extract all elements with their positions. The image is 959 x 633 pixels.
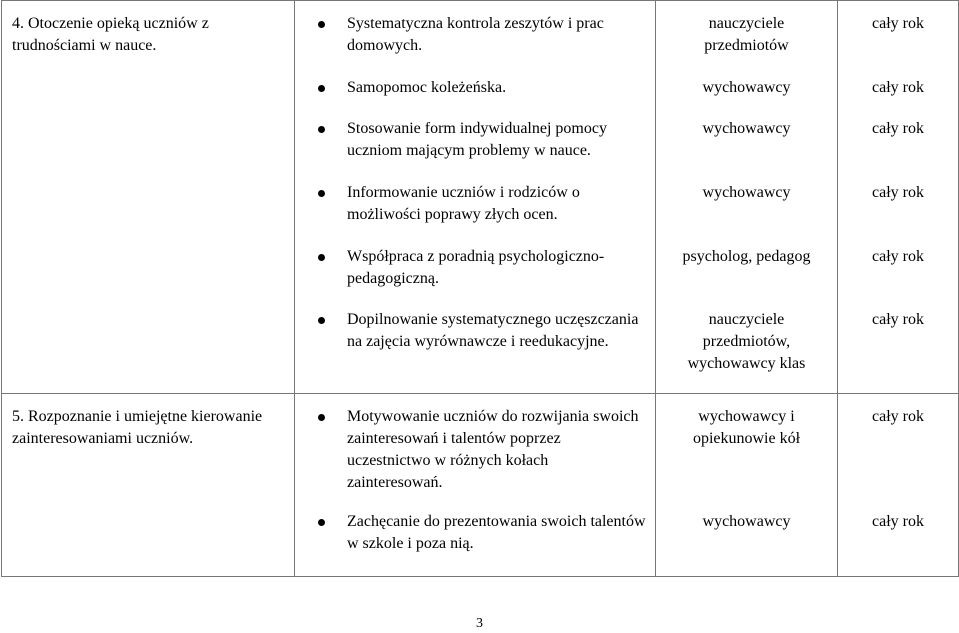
term-text: cały rok [872,15,924,32]
term-text: cały rok [872,513,924,530]
term-text: cały rok [872,408,924,425]
term-text: cały rok [872,248,924,265]
responsible-list [656,13,837,375]
table-row [2,394,959,577]
term-list [838,406,958,555]
bullet-icon [318,414,325,421]
goal-cell [2,1,295,394]
tasks-cell [295,1,656,394]
term-text: cały rok [872,120,924,137]
who-cell [656,394,838,577]
responsible-text: nauczyciele przedmiotów [704,15,789,54]
goal-cell [2,394,295,577]
bullet-icon [318,519,325,526]
responsible-text: wychowawcy i opiekunowie kół [692,408,801,447]
list-item [295,406,655,494]
responsible-text: wychowawcy [702,513,791,530]
table-row [2,1,959,394]
responsible-text: psycholog, pedagog [682,248,811,265]
term-text: cały rok [872,184,924,201]
bullet-icon [318,254,325,261]
list-item [295,13,655,57]
bullet-icon [318,190,325,197]
goal-text: 4. Otoczenie opieką uczniów z trudnościami w nauce. [12,15,209,54]
when-cell [838,394,959,577]
list-item [295,118,655,162]
responsible-list [656,406,837,555]
responsible-text: wychowawcy [702,120,791,137]
task-list [295,406,655,555]
when-cell [838,1,959,394]
responsible-text: wychowawcy [702,184,791,201]
task-text: Samopomoc koleżeńska. [347,79,507,96]
list-item [295,511,655,555]
task-text: Współpraca z poradnią psychologiczno-pedagogiczną. [347,248,605,287]
bullet-icon [318,21,325,28]
tasks-cell [295,394,656,577]
goal-text: 5. Rozpoznanie i umiejętne kierowanie zainteresowaniami uczniów. [12,408,263,447]
who-cell [656,1,838,394]
bullet-icon [318,126,325,133]
term-text: cały rok [872,311,924,328]
task-text: Systematyczna kontrola zeszytów i prac domowych. [347,15,604,54]
responsible-text: wychowawcy [702,79,791,96]
task-text: Dopilnowanie systematycznego uczęszczania na zajęcia wyrównawcze i reedukacyjne. [347,311,639,350]
bullet-icon [318,317,325,324]
term-text: cały rok [872,79,924,96]
task-text: Stosowanie form indywidualnej pomocy uczniom mającym problemy w nauce. [347,120,607,159]
list-item [295,182,655,226]
task-text: Zachęcanie do prezentowania swoich talentów w szkole i poza nią. [347,513,646,552]
list-item [295,309,655,377]
term-list [838,13,958,375]
plan-table [1,0,959,577]
list-item [295,246,655,290]
bullet-icon [318,85,325,92]
task-text: Motywowanie uczniów do rozwijania swoich zainteresowań i talentów poprzez uczestnictwo w różnych kołach zainteresowań. [347,408,639,491]
list-item [295,77,655,99]
page-number: 3 [476,616,483,631]
task-list [295,13,655,377]
task-text: Informowanie uczniów i rodziców o możliwości poprawy złych ocen. [347,184,580,223]
responsible-text: nauczyciele przedmiotów, wychowawcy klas [687,311,806,372]
